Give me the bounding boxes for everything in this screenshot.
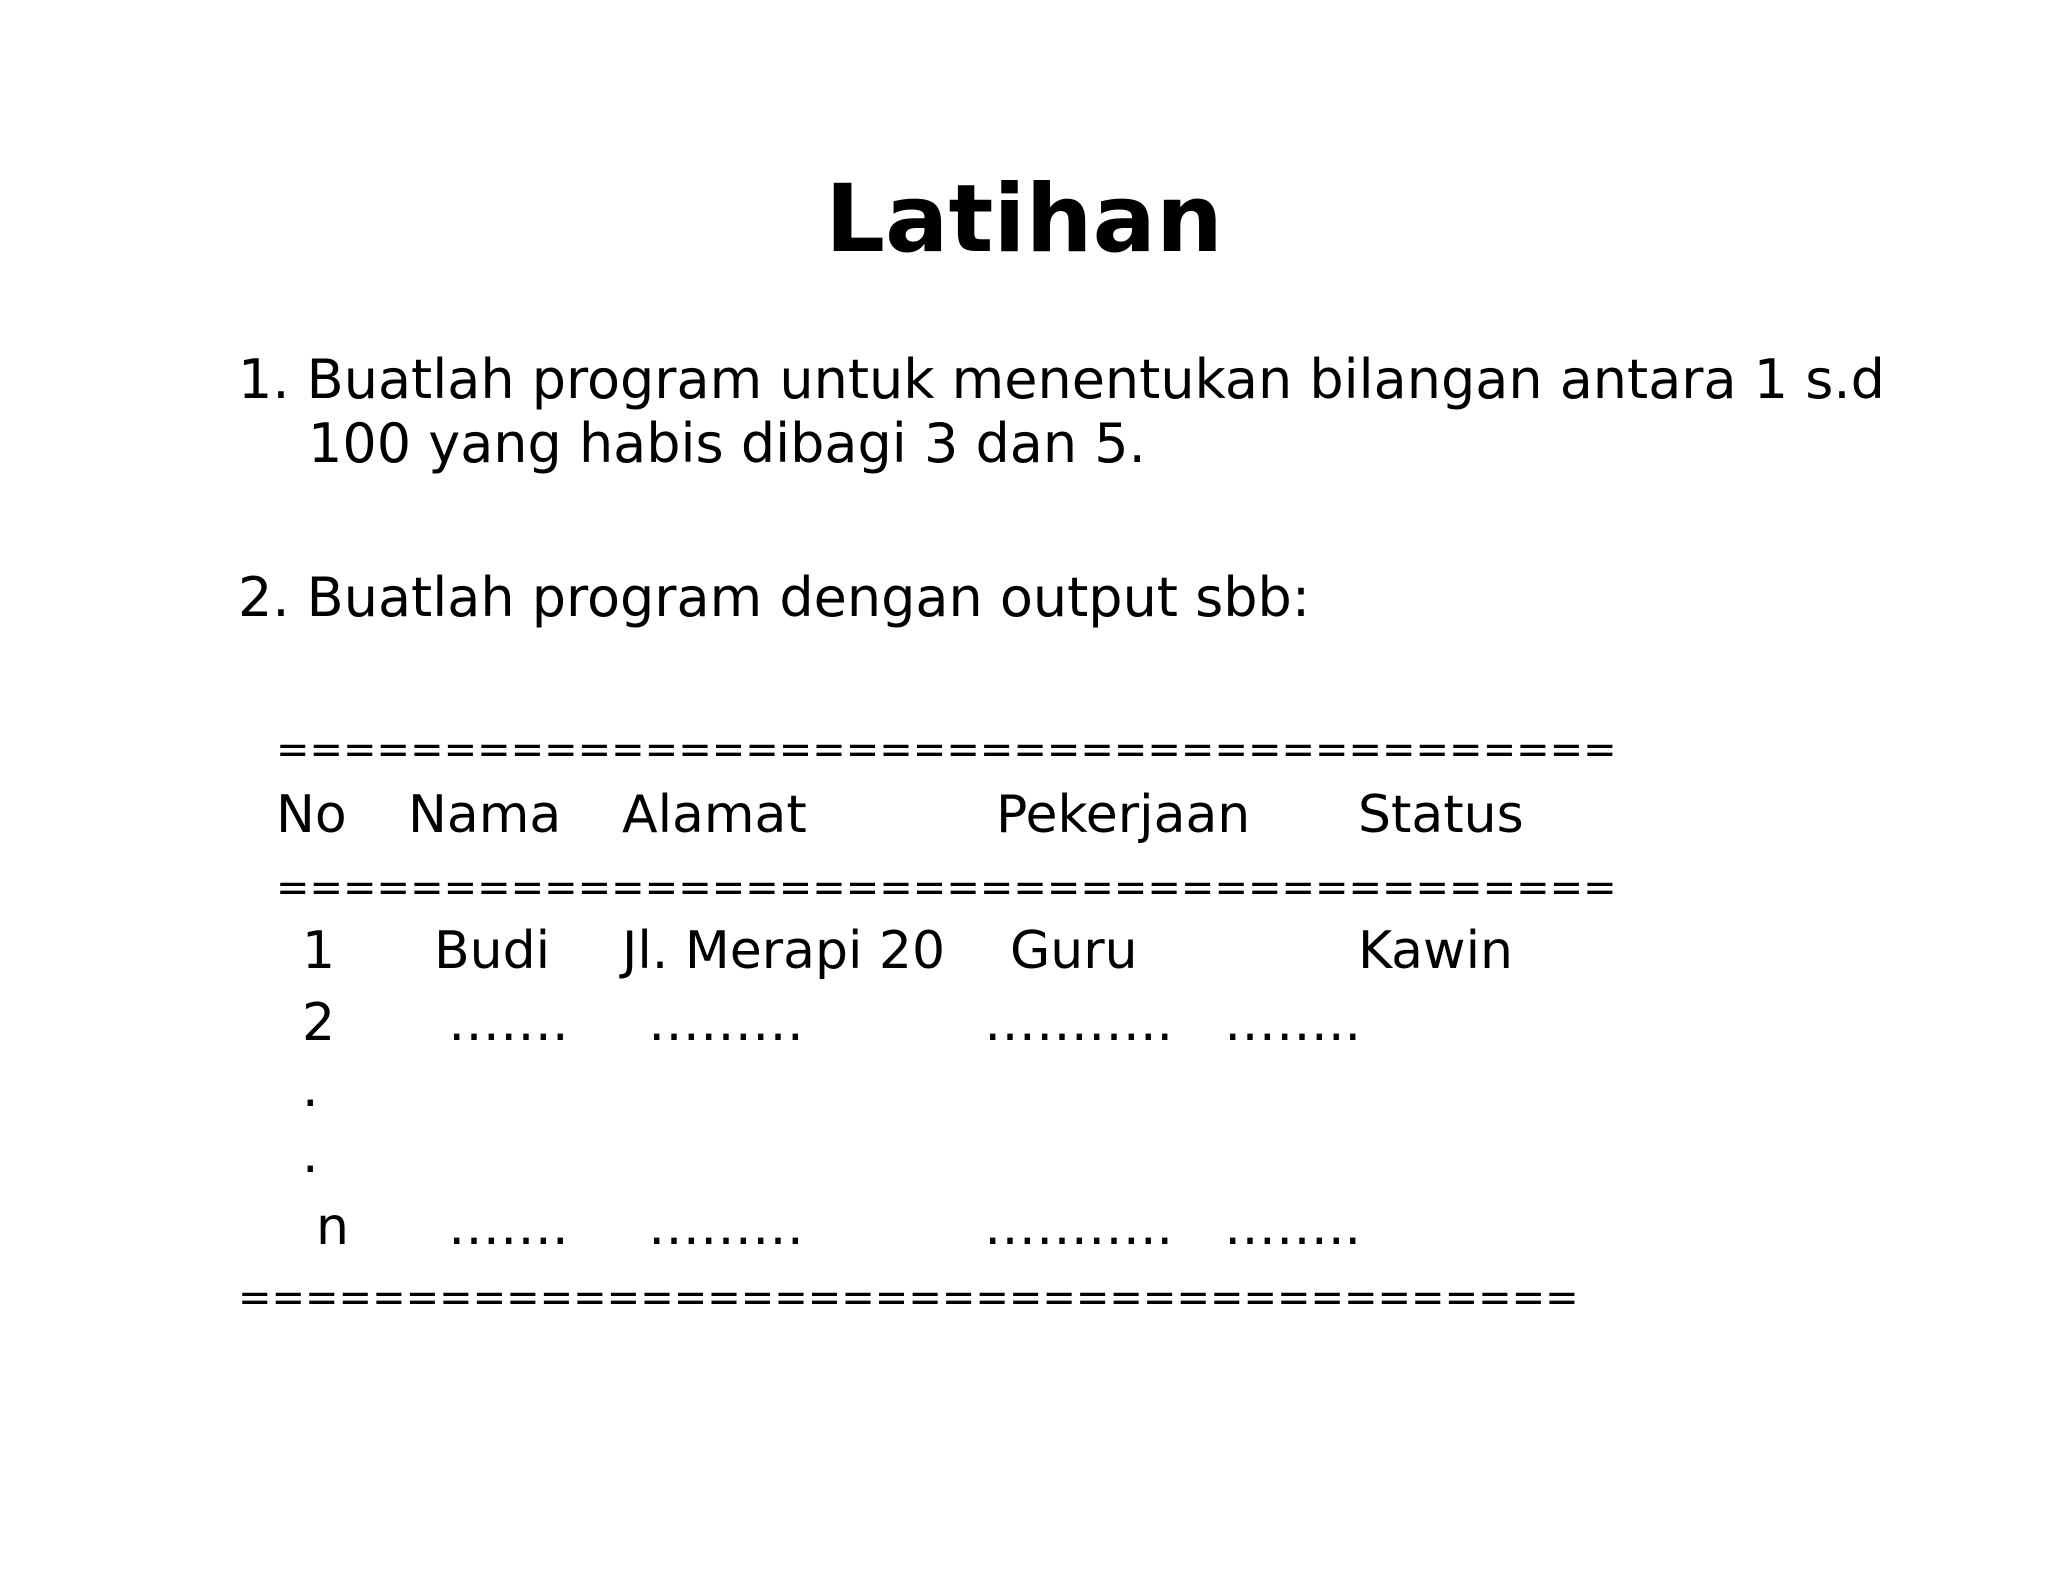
cell-status: Kawin: [1358, 921, 1513, 981]
cell-no: .: [302, 1059, 319, 1119]
table-rule-top: ========================================: [276, 727, 1617, 773]
exercise-1-line-1: 1. Buatlah program untuk menentukan bilangan antara 1 s.d: [238, 348, 1885, 411]
exercise-1-line-2: 100 yang habis dibagi 3 dan 5.: [308, 412, 1146, 475]
header-alamat: Alamat: [622, 785, 807, 845]
cell-pekerjaan: ………..: [984, 993, 1174, 1053]
cell-no: 2: [302, 993, 336, 1053]
table-rule-bottom: ========================================: [238, 1275, 1579, 1321]
exercise-2-line-1: 2. Buatlah program dengan output sbb:: [238, 566, 1311, 629]
cell-status: ……..: [1224, 1197, 1362, 1257]
cell-no: 1: [302, 921, 336, 981]
header-nama: Nama: [408, 785, 562, 845]
header-status: Status: [1358, 785, 1524, 845]
cell-pekerjaan: Guru: [1010, 921, 1138, 981]
cell-no: .: [302, 1125, 319, 1185]
cell-alamat: Jl. Merapi 20: [622, 921, 946, 981]
header-no: No: [276, 785, 347, 845]
cell-nama: …….: [448, 993, 569, 1053]
slide-title: Latihan: [825, 165, 1223, 274]
cell-nama: …….: [448, 1197, 569, 1257]
header-pekerjaan: Pekerjaan: [996, 785, 1251, 845]
cell-status: ……..: [1224, 993, 1362, 1053]
cell-pekerjaan: ………..: [984, 1197, 1174, 1257]
cell-nama: Budi: [434, 921, 551, 981]
table-rule-header: ========================================: [276, 865, 1617, 911]
cell-no: n: [316, 1197, 349, 1257]
cell-alamat: ………: [648, 1197, 804, 1257]
cell-alamat: ………: [648, 993, 804, 1053]
